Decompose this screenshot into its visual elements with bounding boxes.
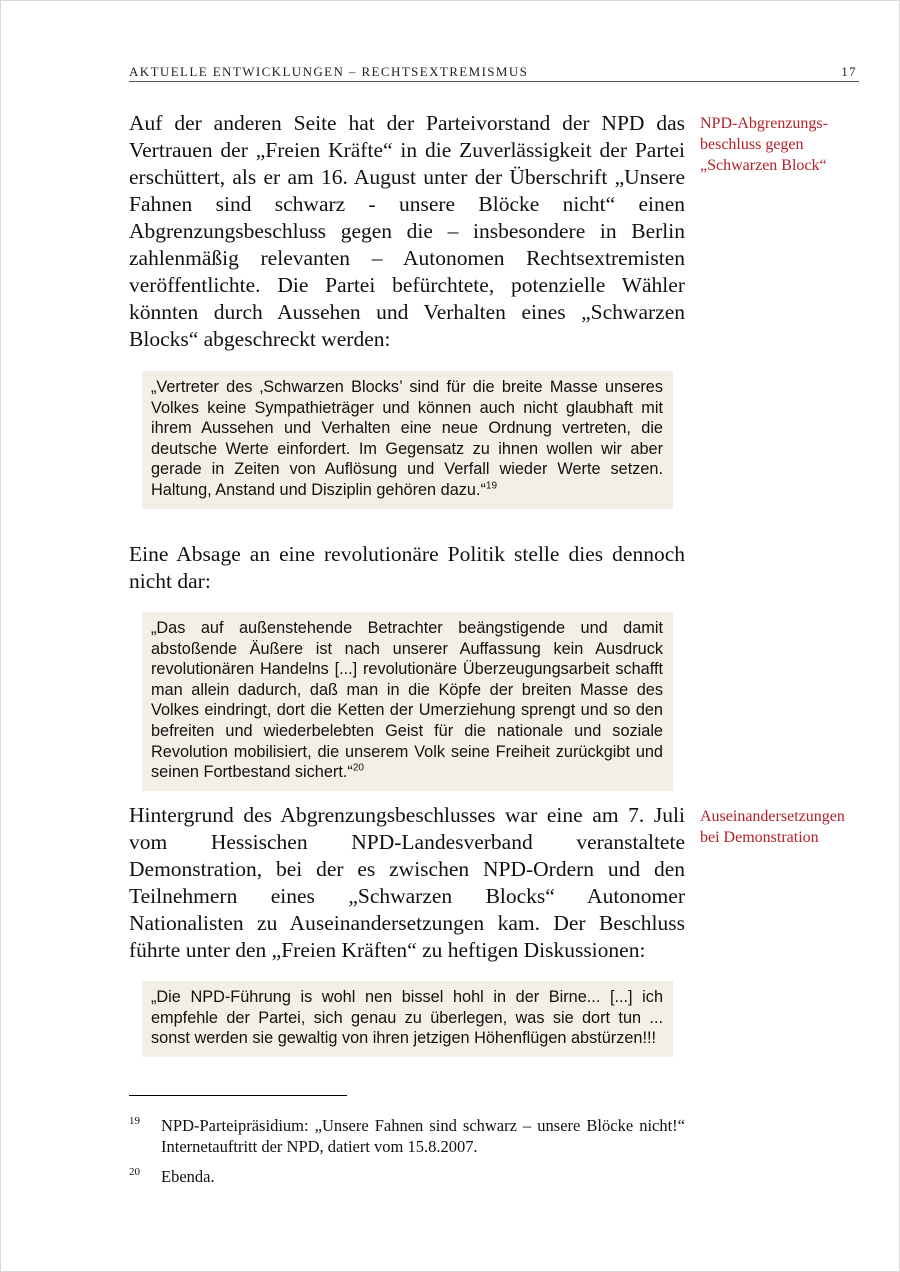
footnote-text: NPD-Parteipräsidium: „Unsere Fahnen sind schwarz – unsere Blöcke nicht!“ Internetauftritt der NPD, datiert vom 15.8.2007. <box>161 1116 685 1156</box>
quote-block-3 <box>142 981 673 1057</box>
footnote-separator <box>129 1095 347 1096</box>
quote-block-2 <box>142 612 673 791</box>
footnote-number: 19 <box>129 1115 140 1127</box>
paragraph-2: Eine Absage an eine revolutionäre Politik stelle dies dennoch nicht dar: <box>129 542 685 593</box>
header-title: AKTUELLE ENTWICKLUNGEN – RECHTSEXTREMISMUS <box>129 64 529 79</box>
page-number: 17 <box>841 64 857 79</box>
footnote-ref-19[interactable]: 19 <box>485 480 498 492</box>
running-header <box>129 64 859 82</box>
footnote-text: Ebenda. <box>161 1167 215 1186</box>
quote-block-1 <box>142 371 673 509</box>
quote-2-text: „Das auf außenstehende Betrachter beängstigende und damit abstoßende Äußere ist nach unserer Auffassung kein Ausdruck revolutionären Handelns [...] revolutionäre Überzeugungsarbeit schafft man allein dadurch, daß man in die Köpfe der breiten Masse des Volkes eindringt, dort die Ketten der Umerziehung sprengt und so den befreiten und wiederbelebten Geist für die nationale und soziale Revolution mobilisiert, die unserem Volk seine Freiheit zurückgibt und seinen Fortbestand sichert.“ <box>151 619 663 782</box>
quote-1-text: „Vertreter des ‚Schwarzen Blocks’ sind für die breite Masse unseres Volkes keine Sympathieträger und können auch nicht glaubhaft mit ihrem Aussehen und Verhalten eine neue Ordnung vertreten, die deutsche Werte einfordert. Im Gegensatz zu ihnen wollen wir aber gerade in Zeiten von Auflösung und Verfall wieder Werte setzen. Haltung, Anstand und Disziplin gehören dazu.“ <box>151 378 663 499</box>
quote-3-text: „Die NPD-Führung is wohl nen bissel hohl in der Birne... [...] ich empfehle der Partei, sich genau zu überlegen, was sie dort tun ... sonst werden sie gewaltig von ihren jetzigen Höhenflügen abstürzen!!! <box>151 988 663 1048</box>
footnote-ref-20[interactable]: 20 <box>352 762 364 774</box>
paragraph-3: Hintergrund des Abgrenzungsbeschlusses war eine am 7. Juli vom Hessischen NPD-Landesverband veranstaltete Demonstration, bei der es zwischen NPD-Ordern und den Teilnehmern eines „Schwarzen Blocks“ Autonomer Nationalisten zu Auseinandersetzungen kam. Der Beschluss führte unter den „Freien Kräften“ zu heftigen Diskussionen: <box>129 803 685 962</box>
paragraph-1: Auf der anderen Seite hat der Parteivorstand der NPD das Vertrauen der „Freien Kräfte“ in die Zuverlässigkeit der Partei erschüttert, als er am 16. August unter der Überschrift „Unsere Fahnen sind schwarz - unsere Blöcke nicht“ einen Abgrenzungsbeschluss gegen die – insbesondere in Berlin zahlenmäßig relevanten – Autonomen Rechtsextremisten veröffentlichte. Die Partei befürchtete, potenzielle Wähler könnten durch Aussehen und Verhalten eines „Schwarzen Blocks“ abgeschreckt werden: <box>129 111 685 351</box>
margin-note-auseinandersetzungen: Auseinandersetzungen bei Demonstration <box>700 808 845 846</box>
margin-note-abgrenzungsbeschluss: NPD-Abgrenzungs- beschluss gegen „Schwarzen Block“ <box>700 115 828 174</box>
footnote-number: 20 <box>129 1166 140 1178</box>
